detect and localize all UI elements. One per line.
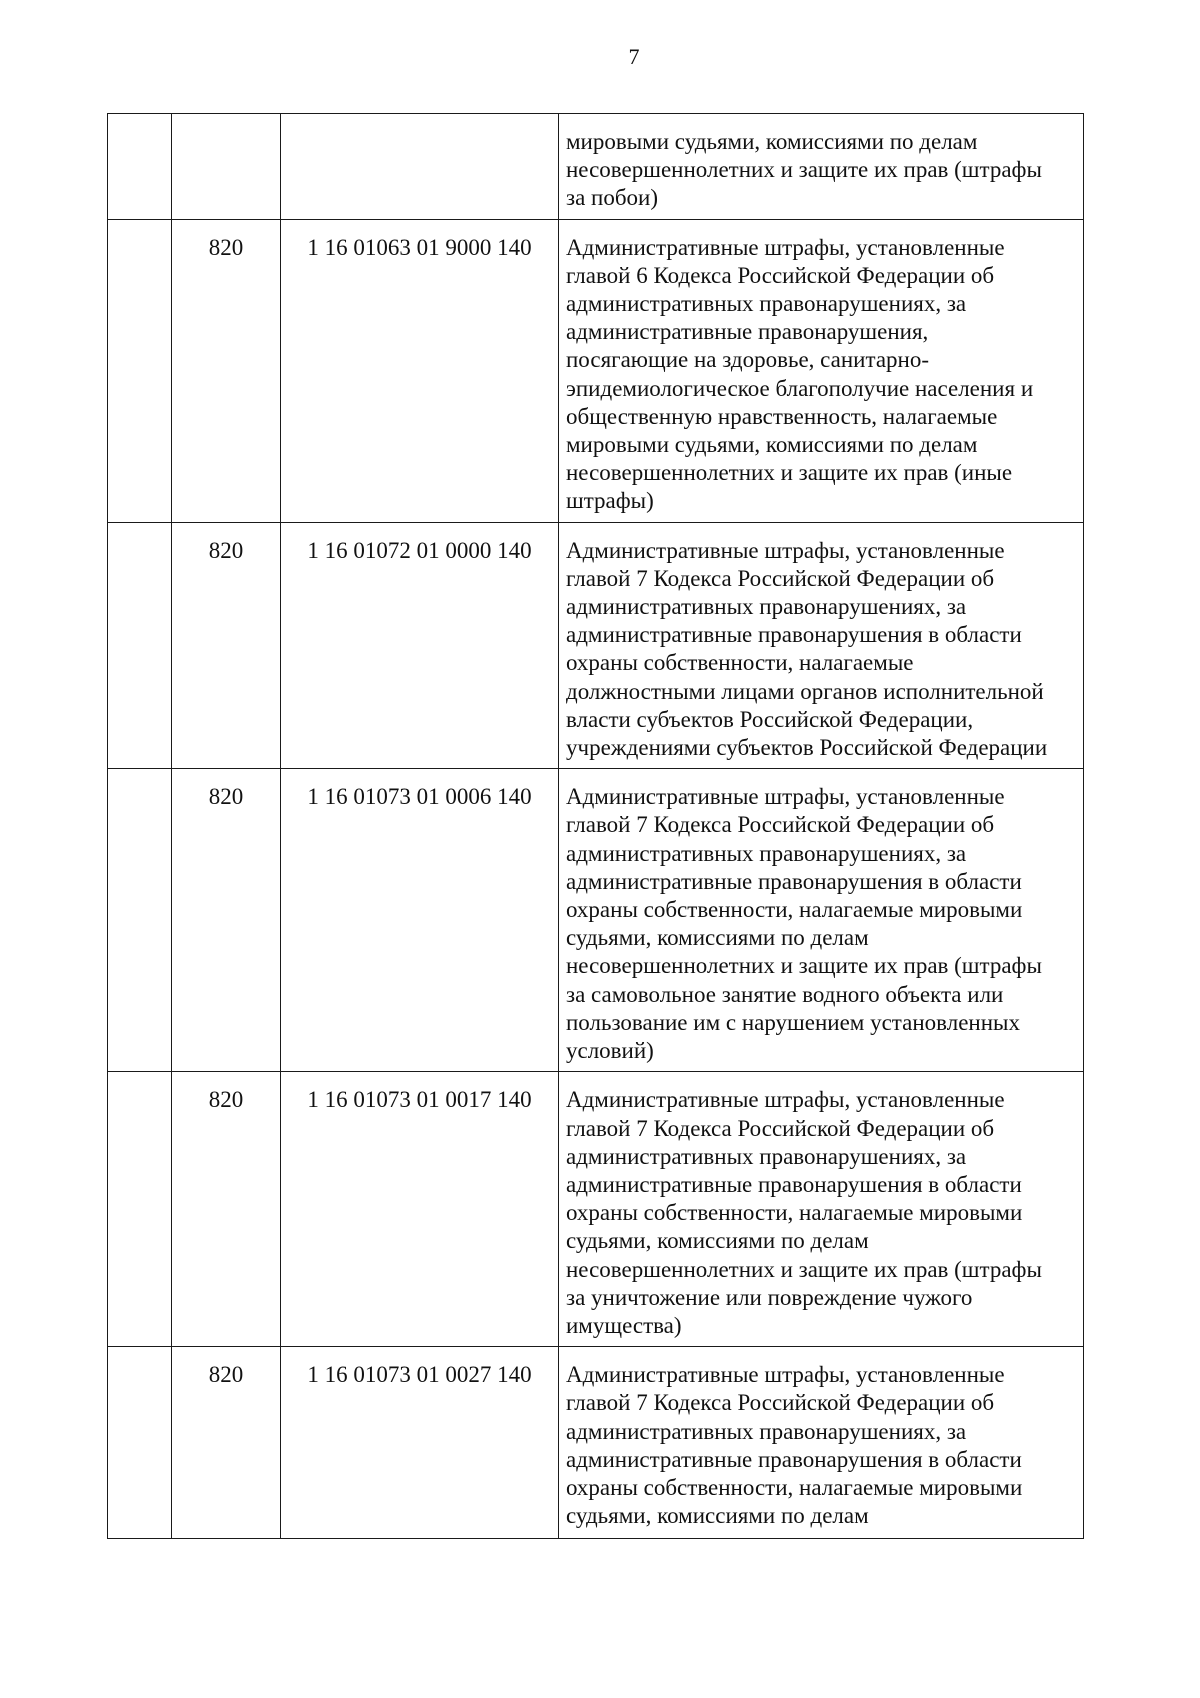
description-line: посягающие на здоровье, санитарно- <box>566 347 929 373</box>
description-line: судьями, комиссиями по делам <box>566 1228 869 1254</box>
description-line: пользование им с нарушением установленных <box>566 1009 1020 1035</box>
administrator-code-cell: 820 <box>172 219 281 522</box>
table-row <box>108 522 1084 769</box>
administrator-code-cell: 820 <box>172 769 281 1072</box>
description-line: Административные штрафы, установленные <box>566 537 1005 563</box>
budget-code-cell: 1 16 01072 01 0000 140 <box>281 522 559 769</box>
description-line: Административные штрафы, установленные <box>566 234 1005 260</box>
description-line: охраны собственности, налагаемые <box>566 650 914 676</box>
budget-classification-table <box>107 113 1084 1539</box>
description-line: главой 6 Кодекса Российской Федерации об <box>566 262 995 288</box>
table-row <box>108 1347 1084 1539</box>
row-number-cell <box>108 114 172 220</box>
budget-code-cell <box>281 114 559 220</box>
description-line: условий) <box>566 1038 654 1064</box>
table-row <box>108 219 1084 522</box>
description-line: административных правонарушениях, за <box>566 1418 967 1444</box>
description-line: несовершеннолетних и защите их прав (иные <box>566 460 1013 486</box>
description-line: учреждениями субъектов Российской Федерации <box>566 735 1048 761</box>
budget-code-cell: 1 16 01073 01 0027 140 <box>281 1347 559 1539</box>
description-line: охраны собственности, налагаемые мировыми <box>566 897 1023 923</box>
description-line: административные правонарушения, <box>566 319 929 345</box>
budget-code-cell: 1 16 01073 01 0017 140 <box>281 1072 559 1347</box>
description-line: за уничтожение или повреждение чужого <box>566 1284 973 1310</box>
description-line: несовершеннолетних и защите их прав (штрафы <box>566 157 1042 183</box>
administrator-code-cell <box>172 114 281 220</box>
description-line: власти субъектов Российской Федерации, <box>566 706 974 732</box>
page-number: 7 <box>628 44 640 69</box>
description-line: охраны собственности, налагаемые мировыми <box>566 1474 1023 1500</box>
description-line: мировыми судьями, комиссиями по делам <box>566 432 978 458</box>
description-line: за побои) <box>566 185 659 211</box>
description-line: общественную нравственность, налагаемые <box>566 403 998 429</box>
description-cell <box>559 1072 1084 1347</box>
description-line: Административные штрафы, установленные <box>566 1362 1005 1388</box>
description-line: штрафы) <box>566 488 654 514</box>
budget-code-cell: 1 16 01073 01 0006 140 <box>281 769 559 1072</box>
description-line: главой 7 Кодекса Российской Федерации об <box>566 812 995 838</box>
description-line: административных правонарушениях, за <box>566 1143 967 1169</box>
table-row <box>108 769 1084 1072</box>
description-line: имущества) <box>566 1312 682 1338</box>
description-line: административных правонарушениях, за <box>566 291 967 317</box>
description-line: мировыми судьями, комиссиями по делам <box>566 129 978 154</box>
description-cell <box>559 1347 1084 1539</box>
administrator-code-cell: 820 <box>172 522 281 769</box>
row-number-cell <box>108 219 172 522</box>
description-line: главой 7 Кодекса Российской Федерации об <box>566 1115 995 1141</box>
description-line: за самовольное занятие водного объекта или <box>566 981 1004 1007</box>
table-body <box>108 114 1084 1539</box>
description-line: должностными лицами органов исполнительной <box>566 678 1044 704</box>
description-line: несовершеннолетних и защите их прав (штрафы <box>566 1256 1042 1282</box>
description-line: главой 7 Кодекса Российской Федерации об <box>566 565 995 591</box>
description-line: Административные штрафы, установленные <box>566 784 1005 810</box>
description-line: административных правонарушениях, за <box>566 840 967 866</box>
description-line: судьями, комиссиями по делам <box>566 1503 869 1529</box>
description-line: административные правонарушения в области <box>566 622 1022 648</box>
row-number-cell <box>108 1072 172 1347</box>
description-cell <box>559 114 1084 220</box>
row-number-cell <box>108 1347 172 1539</box>
description-line: охраны собственности, налагаемые мировыми <box>566 1200 1023 1226</box>
description-cell <box>559 522 1084 769</box>
description-line: несовершеннолетних и защите их прав (штрафы <box>566 953 1042 979</box>
description-line: административные правонарушения в области <box>566 1171 1022 1197</box>
description-line: главой 7 Кодекса Российской Федерации об <box>566 1390 995 1416</box>
description-line: Административные штрафы, установленные <box>566 1087 1005 1113</box>
budget-code-cell: 1 16 01063 01 9000 140 <box>281 219 559 522</box>
description-line: административные правонарушения в области <box>566 868 1022 894</box>
description-line: административных правонарушениях, за <box>566 594 967 620</box>
row-number-cell <box>108 769 172 1072</box>
description-cell <box>559 219 1084 522</box>
table-row <box>108 114 1084 220</box>
administrator-code-cell: 820 <box>172 1347 281 1539</box>
description-line: административные правонарушения в области <box>566 1446 1022 1472</box>
description-line: судьями, комиссиями по делам <box>566 925 869 951</box>
administrator-code-cell: 820 <box>172 1072 281 1347</box>
description-line: эпидемиологическое благополучие населения и <box>566 375 1034 401</box>
description-cell <box>559 769 1084 1072</box>
row-number-cell <box>108 522 172 769</box>
table-row <box>108 1072 1084 1347</box>
